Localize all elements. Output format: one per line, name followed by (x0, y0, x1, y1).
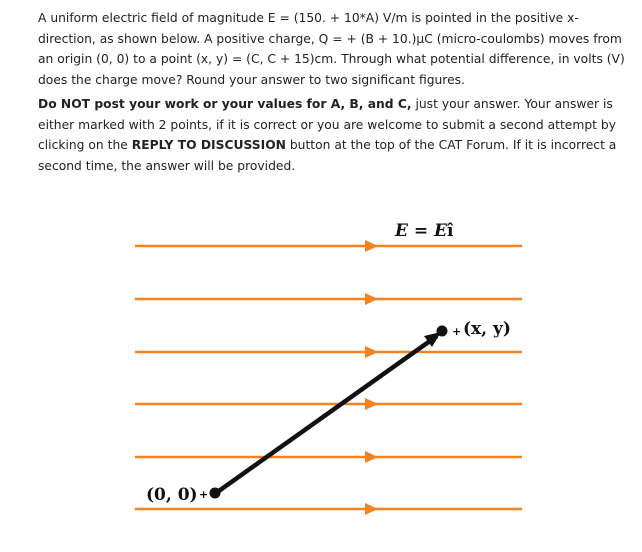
endpoint-charge-dot (437, 326, 448, 337)
field-lines (135, 240, 522, 515)
origin-charge-sign: + (199, 488, 209, 501)
endpoint-label: (x, y) (463, 319, 511, 339)
field-line-arrowhead (365, 503, 378, 515)
field-line-arrowhead (365, 346, 378, 358)
endpoint-charge-sign: + (452, 325, 462, 338)
instructions-bold-lead: Do NOT post your work or your values for A, B, and C, (38, 97, 412, 111)
origin-charge-dot (210, 488, 221, 499)
displacement-vector (216, 336, 437, 493)
instructions-lead-rest: just your answer. (411, 97, 521, 111)
instructions-text-a: Your answer is either marked with 2 points, if it is correct or you are welcome to submit a second attempt by clicking on the (38, 97, 616, 152)
field-line-arrowhead (365, 240, 378, 252)
field-line-arrowhead (365, 398, 378, 410)
field-line-arrowhead (365, 451, 378, 463)
instructions-text-b: button at the top of the CAT Forum. If it is incorrect a second time, the answer will be provided. (38, 138, 617, 173)
field-label: E = Eî (395, 221, 454, 241)
problem-text: A uniform electric field of magnitude E = (150. + 10*A) V/m is pointed in the positive x-direction, as shown below. A positive charge, Q = + (B + 10.)µC (micro-coulombs) moves from an origin (0, 0) to a point (x, y) = (C, C + 15)cm. Through what potential difference, in volts (V) does the charge move? Round your answer to two significant figures. (38, 11, 625, 87)
origin-label: (0, 0) (146, 485, 198, 505)
field-line-arrowhead (365, 293, 378, 305)
reply-to-discussion-reference: REPLY TO DISCUSSION (131, 138, 286, 152)
